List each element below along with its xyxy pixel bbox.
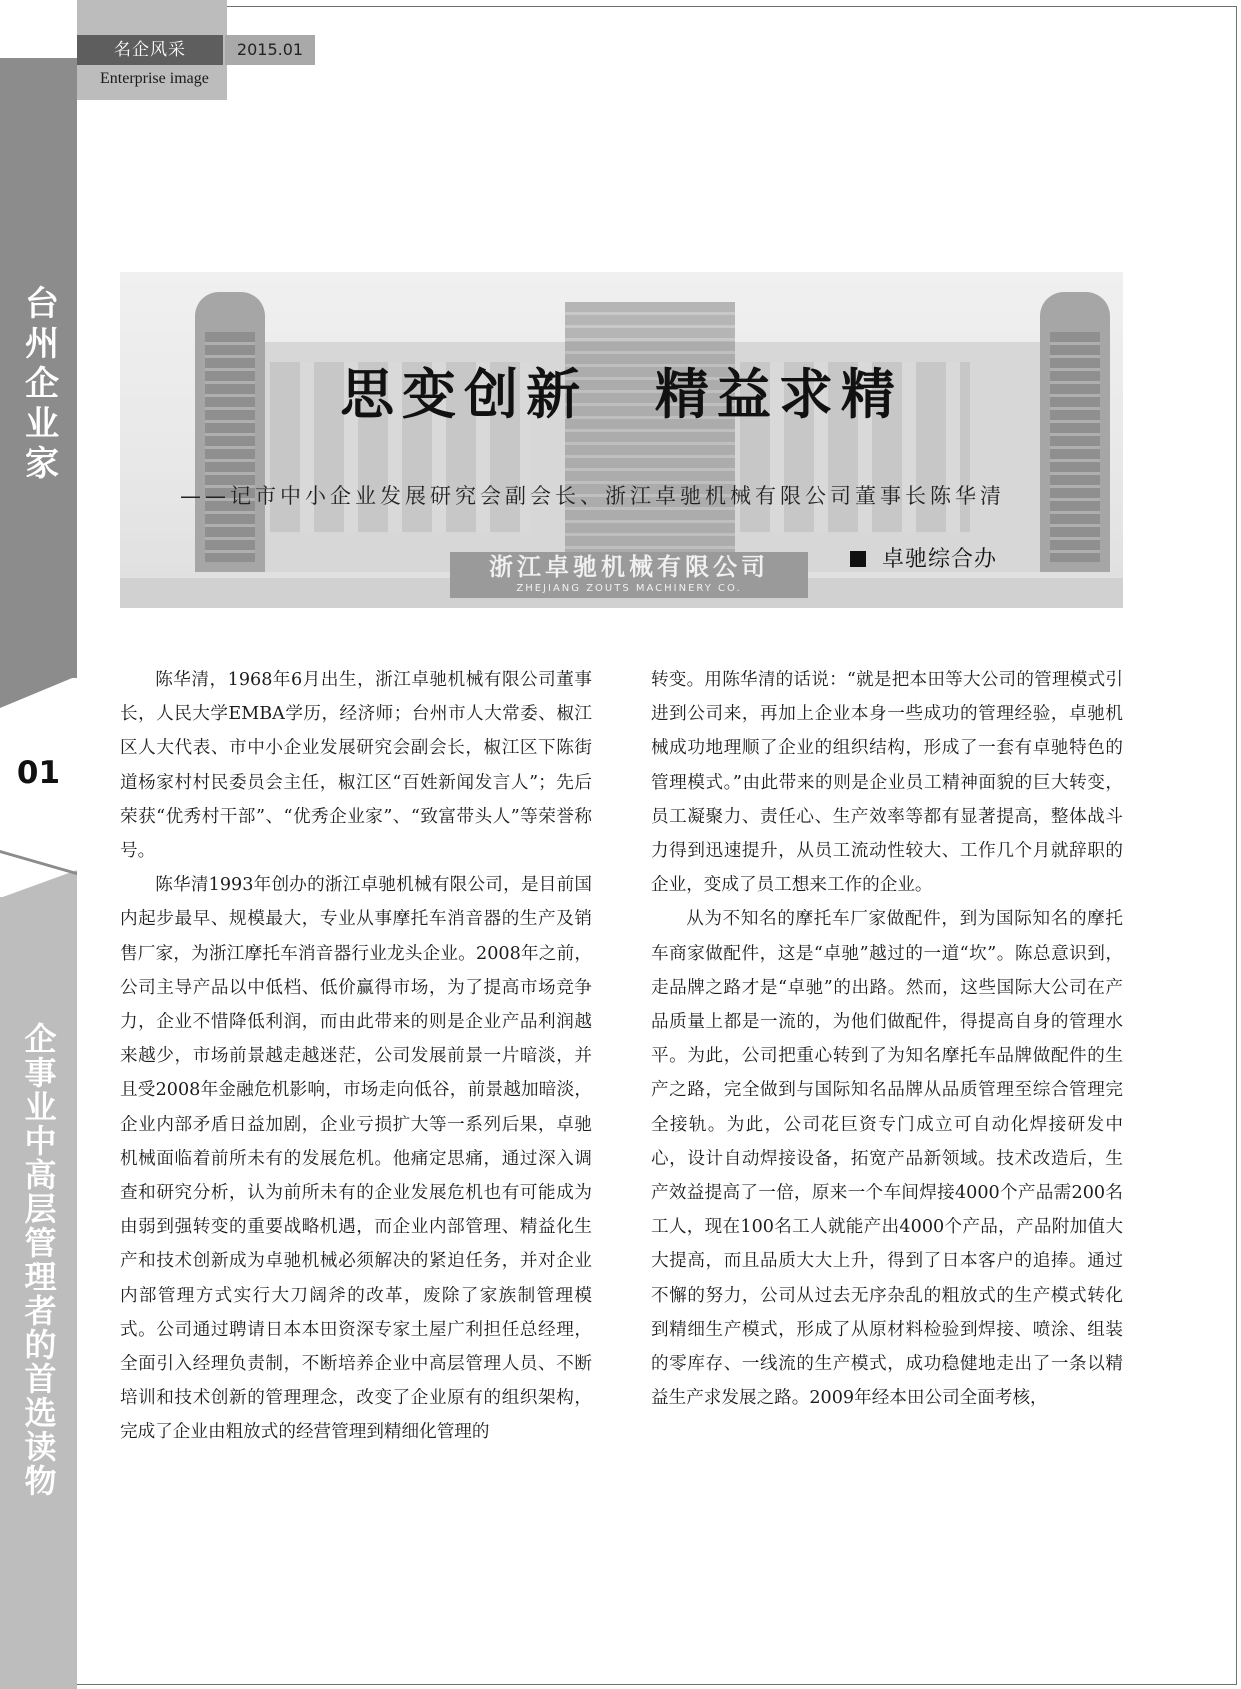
sidebar-upper-corner <box>0 676 77 708</box>
issue-date: 2015.01 <box>225 35 315 65</box>
company-sign-en: ZHEJIANG ZOUTS MACHINERY CO. <box>516 583 742 594</box>
paragraph: 从为不知名的摩托车厂家做配件，到为国际知名的摩托车商家做配件，这是“卓驰”越过的一道“坎”。陈总意识到，走品牌之路才是“卓驰”的出路。然而，这些国际大公司在产品质量上都是一流的，为他们做配件，得提高自身的管理水平。为此，公司把重心转到了为知名摩托车品牌做配件的生产之路，完全做到与国际知名品牌从品质管理至综合管理完全接轨。为此，公司花巨资专门成立可自动化焊接研发中心，设计自动焊接设备，拓宽产品新领域。技术改造后，生产效益提高了一倍，原来一个车间焊接4000个产品需200名工人，现在100名工人就能产出4000个产品，产品附加值大大提高，而且品质大大上升，得到了日本客户的追捧。通过不懈的努力，公司从过去无序杂乱的粗放式的生产模式转化到精细生产模式，形成了从原材料检验到焊接、喷涂、组装的零库存、一线流的生产模式，成功稳健地走出了一条以精益生产求发展之路。2009年经本田公司全面考核， <box>651 909 1123 1409</box>
paragraph: 转变。用陈华清的话说：“就是把本田等大公司的管理模式引进到公司来，再加上企业本身一些成功的管理经验，卓驰机械成功地理顺了企业的组织结构，形成了一套有卓驰特色的管理模式。”由此带来的则是企业员工精神面貌的巨大转变，员工凝聚力、责任心、生产效率等都有显著提高，整体战斗力得到迅速提升，从员工流动性较大、工作几个月就辞职的企业，变成了员工想来工作的企业。 <box>651 670 1123 896</box>
banner-photo <box>120 272 1123 608</box>
page-number: 01 <box>16 755 61 791</box>
bullet-square-icon <box>850 551 866 567</box>
article-byline <box>850 542 997 573</box>
article-column-right <box>651 663 1123 1415</box>
company-sign-cn: 浙江卓驰机械有限公司 <box>489 553 769 581</box>
article-column-left <box>120 663 592 1450</box>
article-subtitle: ——记市中小企业发展研究会副会长、浙江卓驰机械有限公司董事长陈华清 <box>180 484 1005 508</box>
section-label: 名企风采 <box>77 35 223 65</box>
sidebar-lower-corner <box>0 870 77 898</box>
article-title: 思变创新 精益求精 <box>340 363 903 426</box>
paragraph: 陈华清1993年创办的浙江卓驰机械有限公司，是目前国内起步最早、规模最大，专业从事摩托车消音器的生产及销售厂家，为浙江摩托车消音器行业龙头企业。2008年之前，公司主导产品以中低档、低价赢得市场，为了提高市场竞争力，企业不惜降低利润，而由此带来的则是企业产品利润越来越少，市场前景越走越迷茫，公司发展前景一片暗淡，并且受2008年金融危机影响，市场走向低谷，前景越加暗淡，企业内部矛盾日益加剧，企业亏损扩大等一系列后果，卓驰机械面临着前所未有的发展危机。他痛定思痛，通过深入调查和研究分析，认为前所未有的企业发展危机也有可能成为由弱到强转变的重要战略机遇，而企业内部管理、精益化生产和技术创新成为卓驰机械必须解决的紧迫任务，并对企业内部管理方式实行大刀阔斧的改革，废除了家族制管理模式。公司通过聘请日本本田资深专家土屋广利担任总经理，全面引入经理负责制，不断培养企业中高层管理人员、不断培训和技术创新的管理理念，改变了企业原有的组织架构，完成了企业由粗放式的经营管理到精细化管理的 <box>120 875 592 1443</box>
section-label-en: Enterprise image <box>100 70 209 87</box>
paragraph: 陈华清，1968年6月出生，浙江卓驰机械有限公司董事长，人民大学EMBA学历，经济师；台州市人大常委、椒江区人大代表、市中小企业发展研究会副会长，椒江区下陈街道杨家村村民委员会主任，椒江区“百姓新闻发言人”；先后荣获“优秀村干部”、“优秀企业家”、“致富带头人”等荣誉称号。 <box>120 670 592 862</box>
byline-text: 卓驰综合办 <box>882 547 998 572</box>
sidebar-slogan: 企 事 业 中 高 层 管 理 者 的 首 选 读 物 <box>19 1022 58 1498</box>
sidebar-magazine-name: 台 州 企 业 家 <box>18 285 59 485</box>
